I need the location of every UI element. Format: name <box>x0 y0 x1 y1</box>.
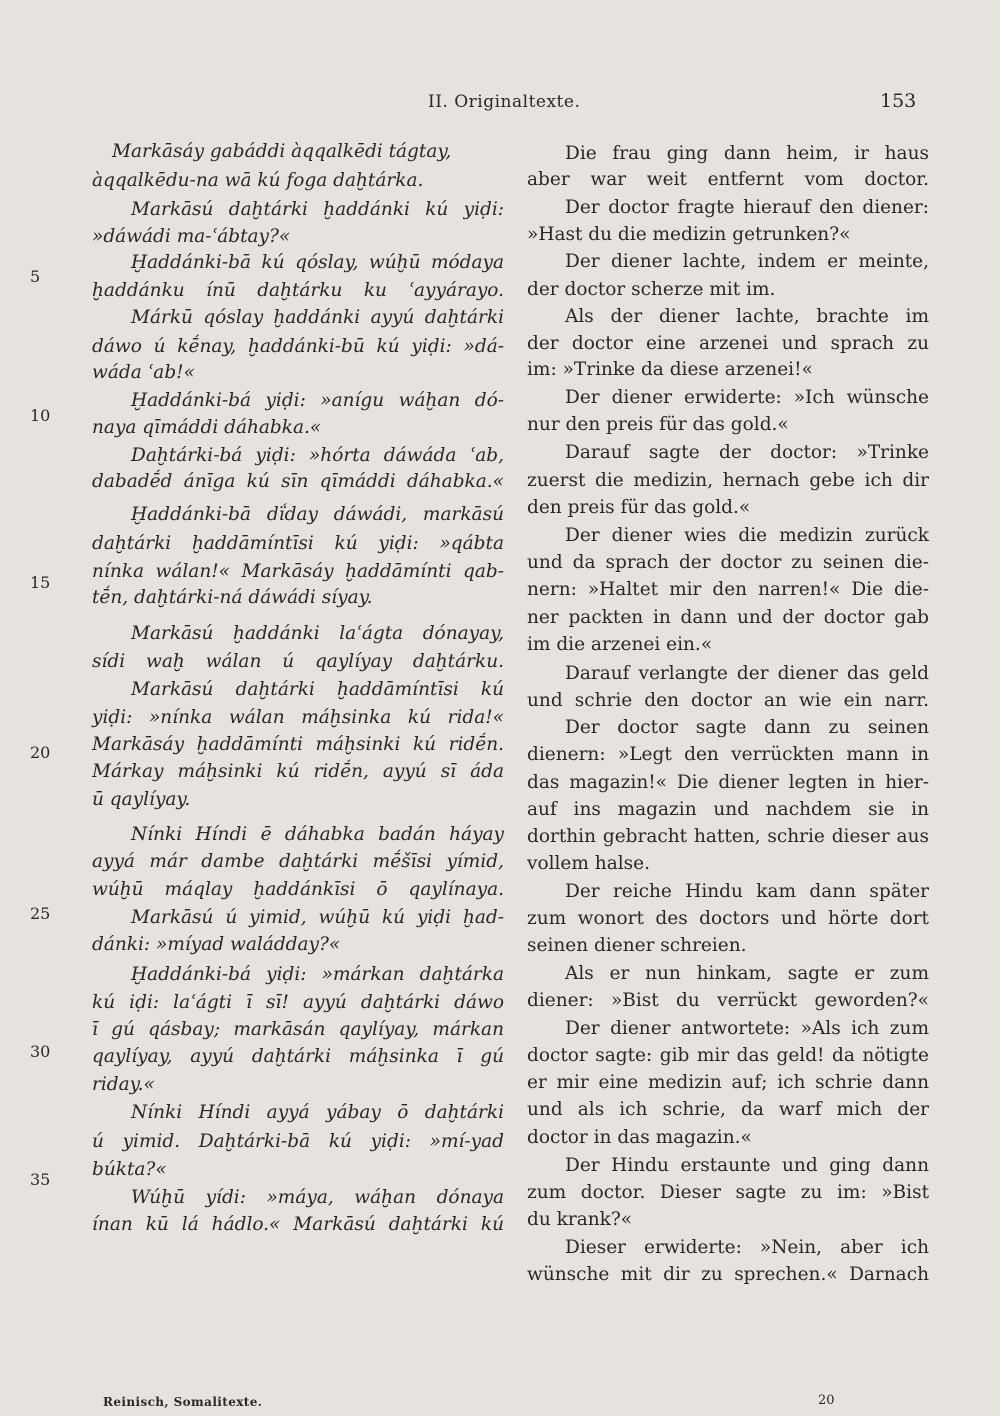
german-line <box>527 467 929 494</box>
german-line <box>527 356 929 383</box>
somali-line <box>92 1016 504 1043</box>
german-line-text: Der diener erwiderte: »Ich wünsche <box>565 387 929 408</box>
somali-line <box>92 876 504 903</box>
somali-line-text: Nínki Híndi ē dáhabka badán háyay <box>131 824 504 845</box>
german-line <box>527 960 929 987</box>
somali-line-text: ínan kū lá hádlo.« Markāsú daḫtárki kú <box>92 1214 504 1235</box>
somali-line-text: nínka wálan!« Markāsáy ḫaddāmínti qab- <box>92 561 504 582</box>
somali-line-text: sídi waḫ wálan ú qaylíyay daḫtárku. <box>92 651 504 672</box>
somali-line <box>92 1099 504 1126</box>
somali-line-text: »dáwádi ma-ʿábtay?« <box>92 226 291 247</box>
german-line-text: du krank?« <box>527 1209 633 1230</box>
somali-line-text: kú iḍi: laʿágti ī sī! ayyú daḫtárki dáwo <box>92 992 504 1013</box>
somali-line-text: Markāsáy ḫaddāmínti máḫsinki kú ridḗn. <box>92 734 504 755</box>
german-line <box>527 1124 929 1151</box>
german-line-text: im die arzenei ein.« <box>527 634 713 655</box>
somali-line-text: Markāsú daḫtárki ḫaddāmíntīsi kú <box>131 679 504 700</box>
somali-line <box>92 1211 504 1238</box>
german-line <box>527 878 929 905</box>
german-line-text: der doctor eine arzenei und sprach zu <box>527 333 929 354</box>
german-line <box>527 494 929 521</box>
german-line-text: im: »Trinke da diese arzenei!« <box>527 359 813 380</box>
german-line-text: Darauf verlangte der diener das geld <box>565 663 929 684</box>
somali-line <box>92 1128 504 1155</box>
line-number: 10 <box>30 406 51 425</box>
german-line-text: Die frau ging dann heim, ir haus <box>565 143 929 164</box>
somali-line-text: Ḫaddánki-bā kú qóslay, wúḫū módaya <box>131 252 504 273</box>
german-line-text: nern: »Haltet mir den narren!« Die die- <box>527 579 929 600</box>
somali-line <box>92 138 504 165</box>
german-line-text: Der diener wies die medizin zurück <box>565 525 929 546</box>
german-line-text: ner packten in dann und der doctor gab <box>527 607 929 628</box>
german-line-text: und da sprach der doctor zu seinen die- <box>527 552 929 573</box>
german-line-text: »Hast du die medizin getrunken?« <box>527 224 851 245</box>
somali-line <box>92 167 504 194</box>
german-line <box>527 1042 929 1069</box>
somali-line <box>92 1043 504 1070</box>
somali-line-text: Ḫaddánki-bá yiḍi: »anígu wáḫan dó- <box>131 390 504 411</box>
somali-line-text: dabadḗd ánīga kú sīn qīmáddi dáhabka.« <box>92 471 504 492</box>
german-line <box>527 221 929 248</box>
somali-line-text: Márkay máḫsinki kú ridḗn, ayyú sī áda <box>92 761 504 782</box>
somali-line <box>92 501 504 528</box>
somali-line <box>92 1184 504 1211</box>
german-line-text: dorthin gebracht hatten, schrie dieser aus <box>527 826 929 847</box>
german-line <box>527 1015 929 1042</box>
somali-line <box>92 196 504 223</box>
somali-line-text: àqqalkēdu-na wā kú foga daḫtárka. <box>92 170 424 191</box>
german-line-text: doctor sagte: gib mir das geld! da nötigte <box>527 1045 929 1066</box>
somali-line-text: ayyá már dambe daḫtárki mḗšīsi yímid, <box>92 851 504 872</box>
line-number: 35 <box>30 1170 51 1189</box>
page-number: 153 <box>880 90 917 112</box>
somali-line <box>92 223 504 250</box>
german-line-text: zum wonort des doctors und hörte dort <box>527 908 929 929</box>
line-number: 5 <box>30 267 41 286</box>
somali-line <box>92 1156 504 1183</box>
german-line-text: den preis für das gold.« <box>527 497 751 518</box>
german-line <box>527 1206 929 1233</box>
german-line-text: und schrie den doctor an wie ein narr. <box>527 690 929 711</box>
line-number: 15 <box>30 573 51 592</box>
german-line <box>527 631 929 658</box>
somali-line <box>92 704 504 731</box>
somali-line-text: ī gú qásbay; markāsán qaylíyay, márkan <box>92 1019 504 1040</box>
somali-line-text: Markāsáy gabáddi àqqalkēdi tágtay, <box>112 141 452 162</box>
german-line <box>527 1096 929 1123</box>
somali-line-text: Markāsú ú yimid, wúḫū kú yiḍi ḫad- <box>131 907 504 928</box>
german-line <box>527 714 929 741</box>
line-number: 30 <box>30 1042 51 1061</box>
somali-line <box>92 249 504 276</box>
somali-line <box>92 277 504 304</box>
german-line-text: Als er nun hinkam, sagte er zum <box>565 963 929 984</box>
somali-line <box>92 961 504 988</box>
somali-line <box>92 442 504 469</box>
german-line-text: Der reiche Hindu kam dann später <box>565 881 929 902</box>
german-line <box>527 549 929 576</box>
german-line-text: dienern: »Legt den verrückten mann in <box>527 744 929 765</box>
german-line-text: auf ins magazin und nachdem sie in <box>527 799 929 820</box>
somali-line <box>92 676 504 703</box>
somali-line <box>92 731 504 758</box>
german-line <box>527 932 929 959</box>
somali-line <box>92 558 504 585</box>
somali-line <box>92 821 504 848</box>
german-line-text: nur den preis für das gold.« <box>527 414 789 435</box>
german-line <box>527 330 929 357</box>
somali-line-text: ū qaylíyay. <box>92 789 191 810</box>
line-number: 25 <box>30 904 51 923</box>
german-line <box>527 1152 929 1179</box>
somali-line-text: wúḫū máqlay ḫaddánkīsi ō qaylínaya. <box>92 879 504 900</box>
line-number: 20 <box>30 743 51 762</box>
german-line <box>527 166 929 193</box>
running-title: II. Originaltexte. <box>428 92 581 112</box>
somali-line-text: yiḍi: »nínka wálan máḫsinka kú rida!« <box>92 707 504 728</box>
german-line-text: doctor in das magazin.« <box>527 1127 752 1148</box>
german-line-text: das magazin!« Die diener legten in hier- <box>527 772 929 793</box>
german-line <box>527 1069 929 1096</box>
somali-line-text: Ḫaddánki-bá yiḍi: »márkan daḫtárka <box>131 964 504 985</box>
somali-line <box>92 333 504 360</box>
somali-line-text: naya qīmáddi dáhabka.« <box>92 417 322 438</box>
somali-line <box>92 758 504 785</box>
german-line <box>527 796 929 823</box>
german-line <box>527 987 929 1014</box>
somali-line <box>92 468 504 495</box>
somali-line <box>92 414 504 441</box>
german-line-text: Der diener antwortete: »Als ich zum <box>565 1018 929 1039</box>
german-line-text: er mir eine medizin auf; ich schrie dann <box>527 1072 929 1093</box>
german-line <box>527 769 929 796</box>
sheet-number: 20 <box>818 1393 835 1408</box>
german-line <box>527 1234 929 1261</box>
german-line <box>527 1261 929 1288</box>
somali-line-text: Márkū qóslay ḫaddánki ayyú daḫtárki <box>131 307 504 328</box>
running-head <box>0 92 1000 122</box>
german-line <box>527 576 929 603</box>
somali-line-text: Markāsú daḫtárki ḫaddánki kú yiḍi: <box>131 199 504 220</box>
somali-line <box>92 359 504 386</box>
somali-line-text: Nínki Híndi ayyá yábay ō daḫtárki <box>131 1102 504 1123</box>
german-line <box>527 741 929 768</box>
german-line-text: aber war weit entfernt vom doctor. <box>527 169 929 190</box>
german-line <box>527 823 929 850</box>
somali-line <box>92 931 504 958</box>
sheet-signature: Reinisch, Somalitexte. <box>103 1395 263 1409</box>
german-line-text: vollem halse. <box>527 853 650 874</box>
somali-line-text: Ḫaddánki-bā dḯday dáwádi, markāsú <box>131 504 504 525</box>
german-line <box>527 850 929 877</box>
somali-line-text: ú yimid. Daḫtárki-bā kú yiḍi: »mí-yad <box>92 1131 504 1152</box>
somali-line <box>92 1071 504 1098</box>
somali-line <box>92 648 504 675</box>
german-line-text: der doctor scherze mit im. <box>527 279 776 300</box>
german-line-text: Darauf sagte der doctor: »Trinke <box>565 442 929 463</box>
german-line-text: zum doctor. Dieser sagte zu im: »Bist <box>527 1182 929 1203</box>
german-line <box>527 687 929 714</box>
somali-line-text: Daḫtárki-bá yiḍi: »hórta dáwáda ʿab, <box>131 445 504 466</box>
somali-line-text: dánki: »míyad waládday?« <box>92 934 341 955</box>
somali-line <box>92 904 504 931</box>
german-line-text: Der diener lachte, indem er meinte, <box>565 251 929 272</box>
german-line <box>527 140 929 167</box>
somali-line <box>92 530 504 557</box>
german-line <box>527 660 929 687</box>
somali-line <box>92 620 504 647</box>
somali-line-text: daḫtárki ḫaddāmíntīsi kú yiḍi: »qábta <box>92 533 504 554</box>
german-line <box>527 905 929 932</box>
german-line-text: zuerst die medizin, hernach gebe ich dir <box>527 470 929 491</box>
somali-line-text: tḗn, daḫtárki-ná dáwádi síyay. <box>92 587 373 608</box>
german-line <box>527 248 929 275</box>
somali-line-text: riday.« <box>92 1074 155 1095</box>
somali-line <box>92 786 504 813</box>
german-line-text: diener: »Bist du verrückt geworden?« <box>527 990 929 1011</box>
german-line-text: seinen diener schreien. <box>527 935 747 956</box>
german-line-text: Der doctor fragte hierauf den diener: <box>565 197 929 218</box>
somali-line-text: búkta?« <box>92 1159 167 1180</box>
somali-line <box>92 989 504 1016</box>
german-line <box>527 411 929 438</box>
somali-line-text: dáwo ú kḗnay, ḫaddánki-bū kú yiḍi: »dá- <box>92 336 504 357</box>
german-line-text: und als ich schrie, da warf mich der <box>527 1099 929 1120</box>
german-line <box>527 522 929 549</box>
german-line <box>527 194 929 221</box>
german-line <box>527 303 929 330</box>
german-line-text: wünsche mit dir zu sprechen.« Darnach <box>527 1264 929 1285</box>
german-line-text: Der Hindu erstaunte und ging dann <box>565 1155 929 1176</box>
german-line-text: Als der diener lachte, brachte im <box>565 306 929 327</box>
german-line <box>527 439 929 466</box>
german-line <box>527 1179 929 1206</box>
somali-line <box>92 304 504 331</box>
somali-line-text: Markāsú ḫaddánki laʿágta dónayay, <box>131 623 504 644</box>
somali-line <box>92 584 504 611</box>
german-line-text: Dieser erwiderte: »Nein, aber ich <box>565 1237 929 1258</box>
german-line <box>527 384 929 411</box>
german-line <box>527 276 929 303</box>
somali-line <box>92 387 504 414</box>
german-line-text: Der doctor sagte dann zu seinen <box>565 717 929 738</box>
somali-line-text: qaylíyay, ayyú daḫtárki máḫsinka ī gú <box>92 1046 504 1067</box>
somali-line-text: wáda ʿab!« <box>92 362 195 383</box>
german-line <box>527 604 929 631</box>
somali-line-text: ḫaddánku ínū daḫtárku ku ʿayyárayo. <box>92 280 504 301</box>
somali-line-text: Wúḫū yídi: »máya, wáḫan dónaya <box>131 1187 504 1208</box>
somali-line <box>92 848 504 875</box>
